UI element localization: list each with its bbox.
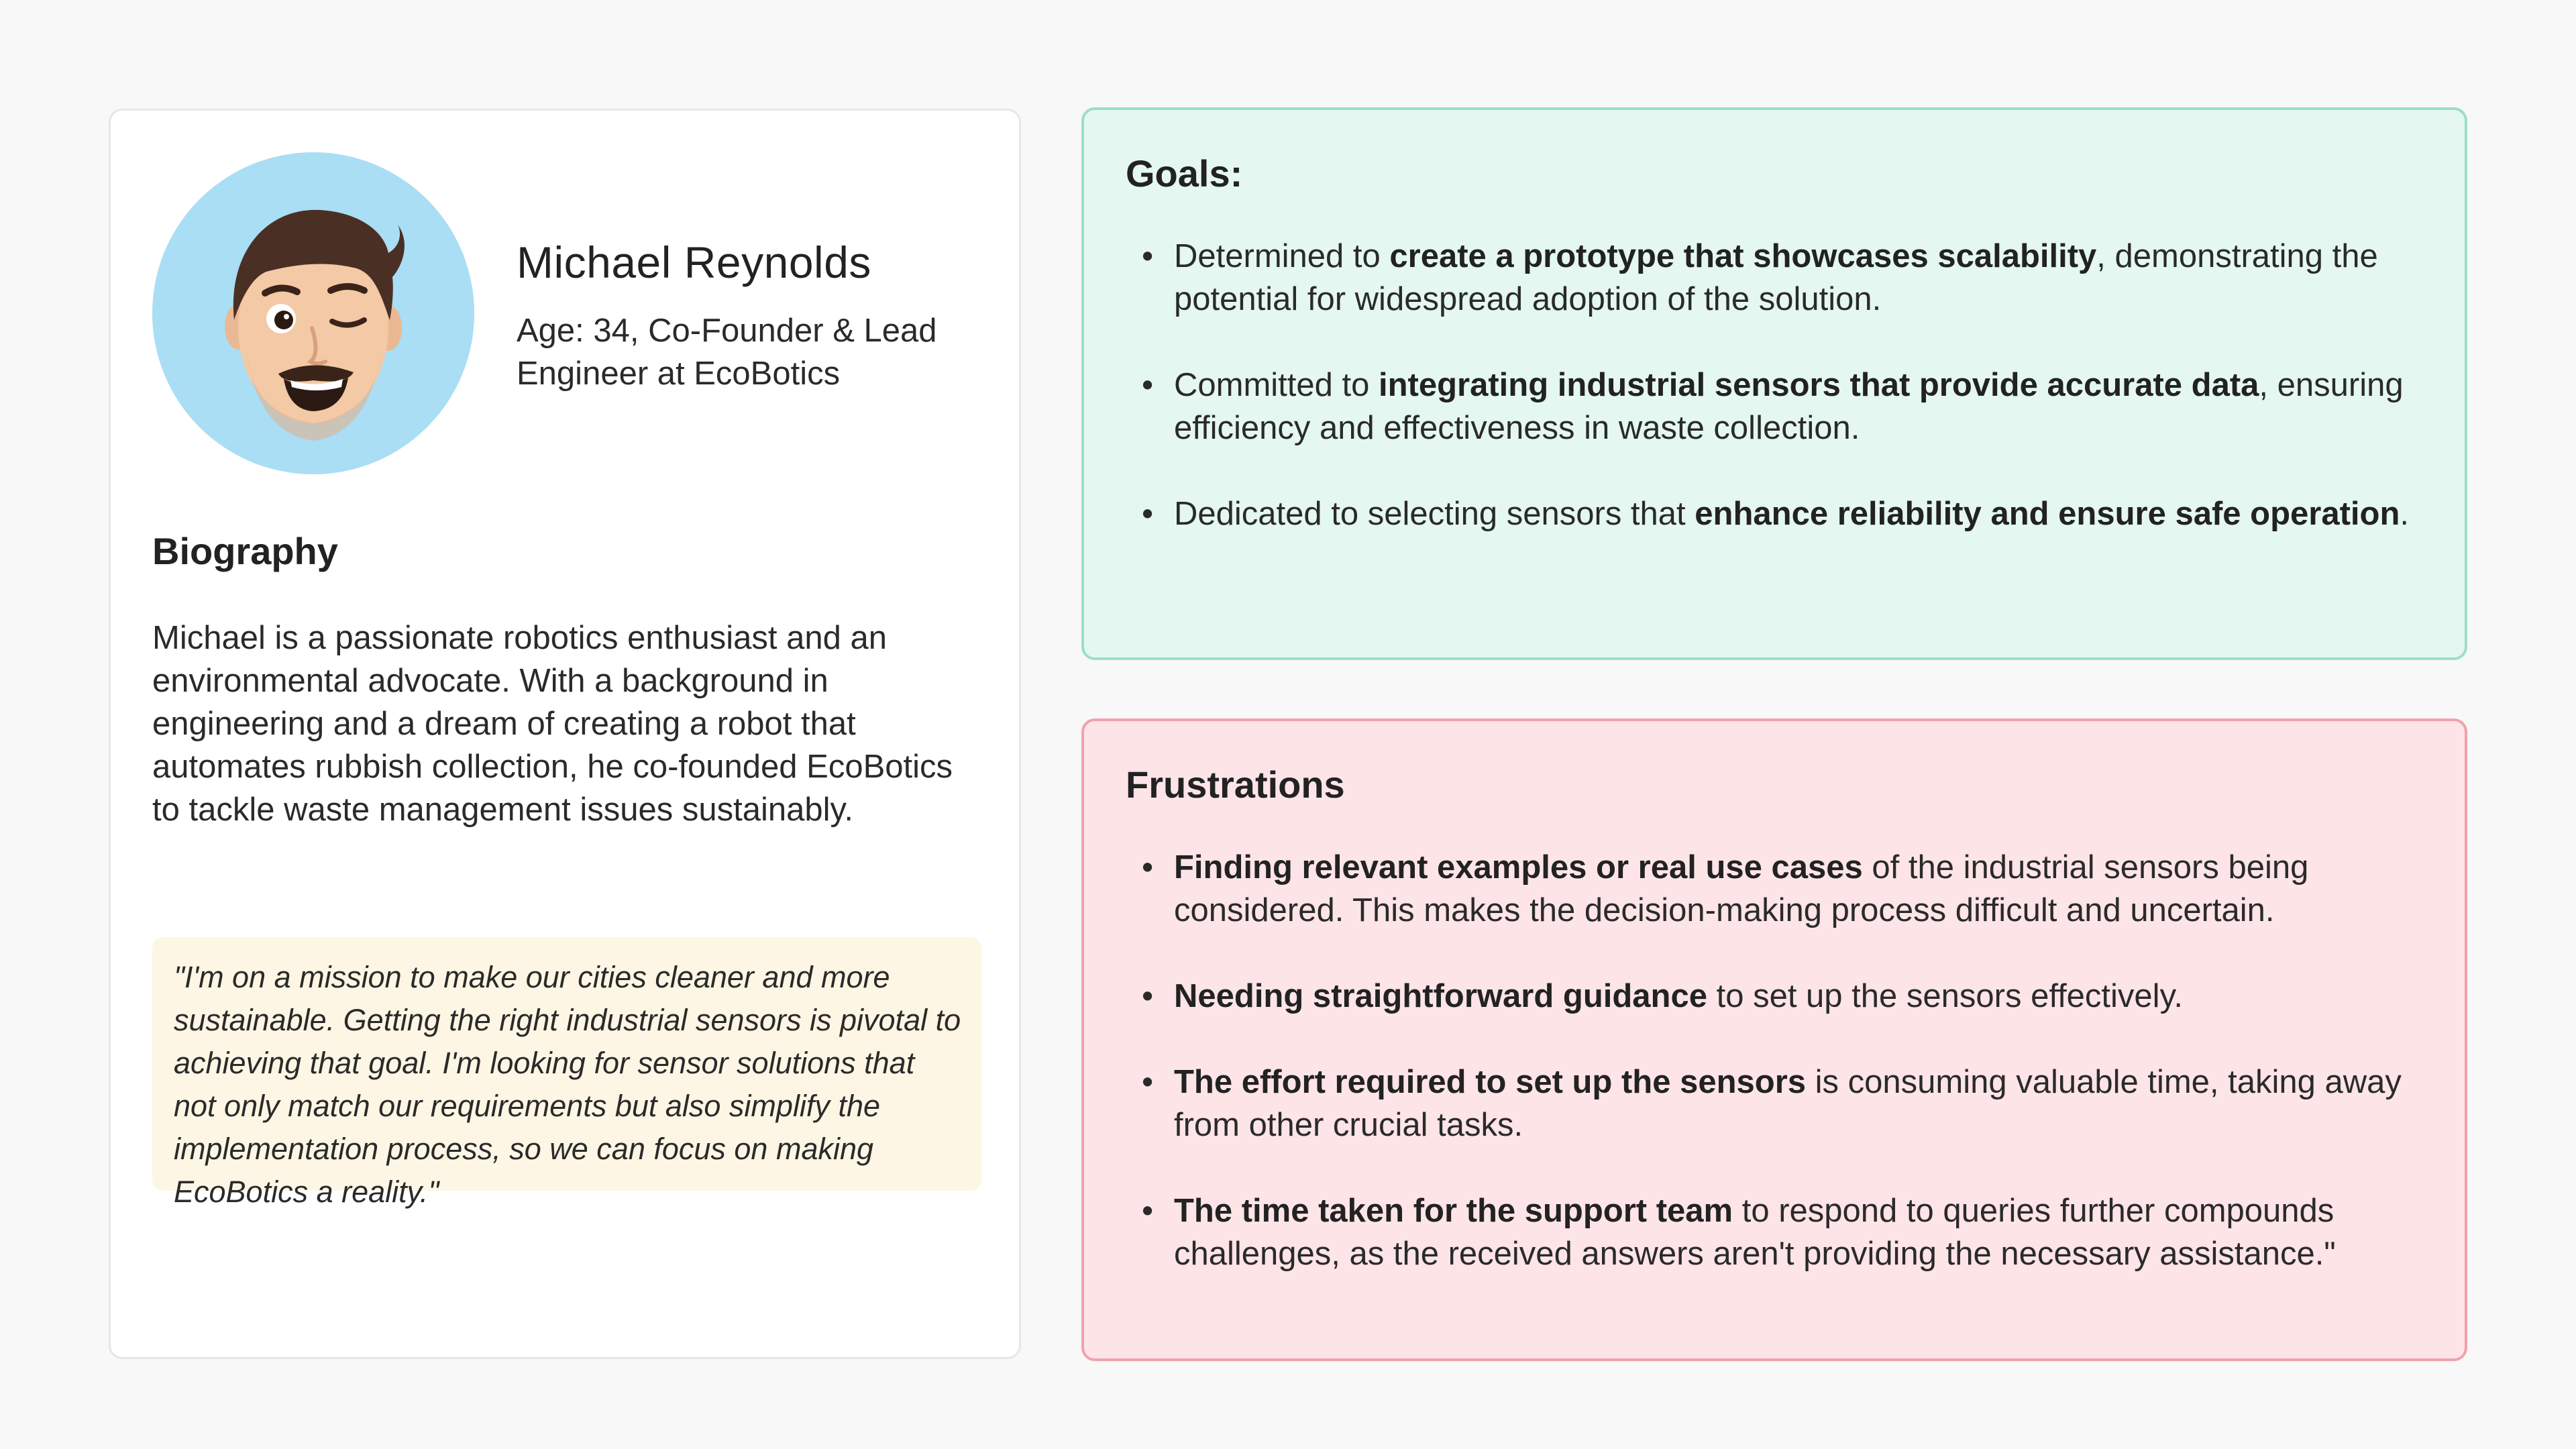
frustration-item: • Finding relevant examples or real use cases of the industrial sensors being considered. This makes the decision-making process difficult and uncertain. <box>1126 846 2440 932</box>
biography-heading: Biography <box>152 530 338 572</box>
bullet-icon: • <box>1142 367 1154 403</box>
goal-item: • Committed to integrating industrial sensors that provide accurate data, ensuring efficiency and effectiveness in waste collection. <box>1126 364 2440 449</box>
bullet-icon: • <box>1142 1193 1154 1229</box>
bullet-icon: • <box>1142 849 1154 885</box>
frustrations-heading: Frustrations <box>1126 763 1345 806</box>
frustrations-panel <box>1081 718 2467 1361</box>
goal-item: • Determined to create a prototype that showcases scalability, demonstrating the potential for widespread adoption of the solution. <box>1126 235 2440 321</box>
goals-heading: Goals: <box>1126 152 1243 195</box>
persona-name: Michael Reynolds <box>517 237 871 287</box>
frustration-item: • Needing straightforward guidance to set up the sensors effectively. <box>1126 975 2440 1018</box>
memoji-avatar-icon <box>152 152 474 474</box>
frustration-item: • The time taken for the support team to respond to queries further compounds challenges, as the received answers aren't providing the necessary assistance." <box>1126 1189 2440 1275</box>
bullet-icon: • <box>1142 238 1154 274</box>
goals-panel <box>1081 107 2467 660</box>
goals-list <box>1126 235 2440 578</box>
bullet-icon: • <box>1142 1064 1154 1100</box>
frustration-item: • The effort required to set up the sensors is consuming valuable time, taking away from other crucial tasks. <box>1126 1061 2440 1146</box>
frustrations-list <box>1126 846 2440 1318</box>
persona-quote: "I'm on a mission to make our cities cleaner and more sustainable. Getting the right industrial sensors is pivotal to achieving that goal. I'm looking for sensor solutions that not only match our requirements but also simplify the implementation process, so we can focus on making EcoBotics a reality." <box>152 937 981 1191</box>
bullet-icon: • <box>1142 496 1154 532</box>
persona-age-role: Age: 34, Co-Founder & Lead Engineer at EcoBotics <box>517 313 937 392</box>
profile-card <box>109 109 1021 1359</box>
goal-item: • Dedicated to selecting sensors that enhance reliability and ensure safe operation. <box>1126 492 2440 535</box>
bullet-icon: • <box>1142 978 1154 1014</box>
biography-text: Michael is a passionate robotics enthusiast and an environmental advocate. With a background in engineering and a dream of creating a robot that automates rubbish collection, he co-founded EcoBotics to tackle waste management issues sustainably. <box>152 620 953 828</box>
